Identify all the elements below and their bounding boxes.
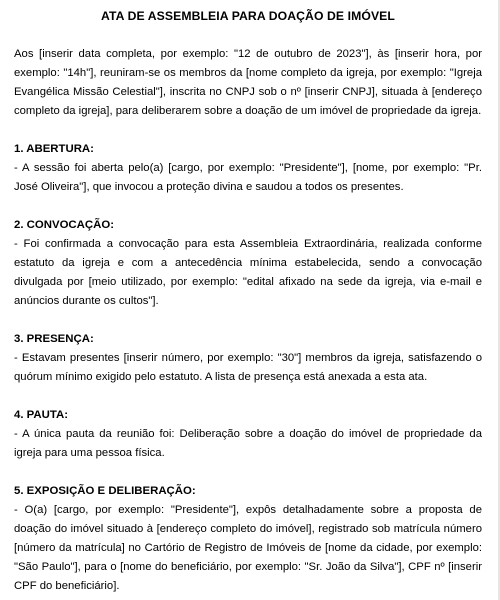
document-title: ATA DE ASSEMBLEIA PARA DOAÇÃO DE IMÓVEL bbox=[101, 9, 395, 23]
section-pauta bbox=[14, 406, 482, 463]
section-text: - Estavam presentes [inserir número, por exemplo: "30"] membros da igreja, satisfazendo o quórum mínimo exigido pelo estatuto. A lista de presença está anexada a esta ata. bbox=[14, 352, 482, 383]
section-heading: 4. PAUTA: bbox=[14, 409, 68, 421]
section-heading: 1. ABERTURA: bbox=[14, 143, 94, 155]
section-presenca bbox=[14, 330, 482, 387]
section-exposicao-deliberacao bbox=[14, 482, 482, 596]
section-text: - Foi confirmada a convocação para esta Assembleia Extraordinária, realizada conforme estatuto da igreja e com a antecedência mínima estabelecida, sendo a convocação divulgada por [meio utilizado, por exemplo: "edital afixado na sede da igreja, via e-mail e anúncios durante os cultos"]. bbox=[14, 238, 482, 307]
document-body bbox=[14, 8, 482, 596]
section-text: - A sessão foi aberta pelo(a) [cargo, por exemplo: "Presidente"], [nome, por exemplo: "Pr. José Oliveira"], que invocou a proteção divina e saudou a todos os presentes. bbox=[14, 162, 482, 193]
section-abertura bbox=[14, 140, 482, 197]
intro-paragraph: Aos [inserir data completa, por exemplo: "12 de outubro de 2023"], às [inserir hora, por exemplo: "14h"], reuniram-se os membros da [nome completo da igreja, por exemplo: "Igreja Evangélica Missão Celestial"], inscrita no CNPJ sob o nº [inserir CNPJ], situada à [endereço completo da igreja], para deliberarem sobre a doação de um imóvel de propriedade da igreja. bbox=[14, 48, 482, 117]
section-heading: 3. PRESENÇA: bbox=[14, 333, 94, 345]
section-text: - A única pauta da reunião foi: Deliberação sobre a doação do imóvel de propriedade da igreja para uma pessoa física. bbox=[14, 428, 482, 459]
section-text: - O(a) [cargo, por exemplo: "Presidente"], expôs detalhadamente sobre a proposta de doação do imóvel situado à [endereço completo do imóvel], registrado sob matrícula número [número da matrícula] no Cartório de Registro de Imóveis de [nome da cidade, por exemplo: "São Paulo"], para o [nome do beneficiário, por exemplo: "Sr. João da Silva"], CPF nº [inserir CPF do beneficiário]. bbox=[14, 504, 482, 592]
section-heading: 2. CONVOCAÇÃO: bbox=[14, 219, 114, 231]
section-convocacao bbox=[14, 216, 482, 311]
section-heading: 5. EXPOSIÇÃO E DELIBERAÇÃO: bbox=[14, 485, 196, 497]
